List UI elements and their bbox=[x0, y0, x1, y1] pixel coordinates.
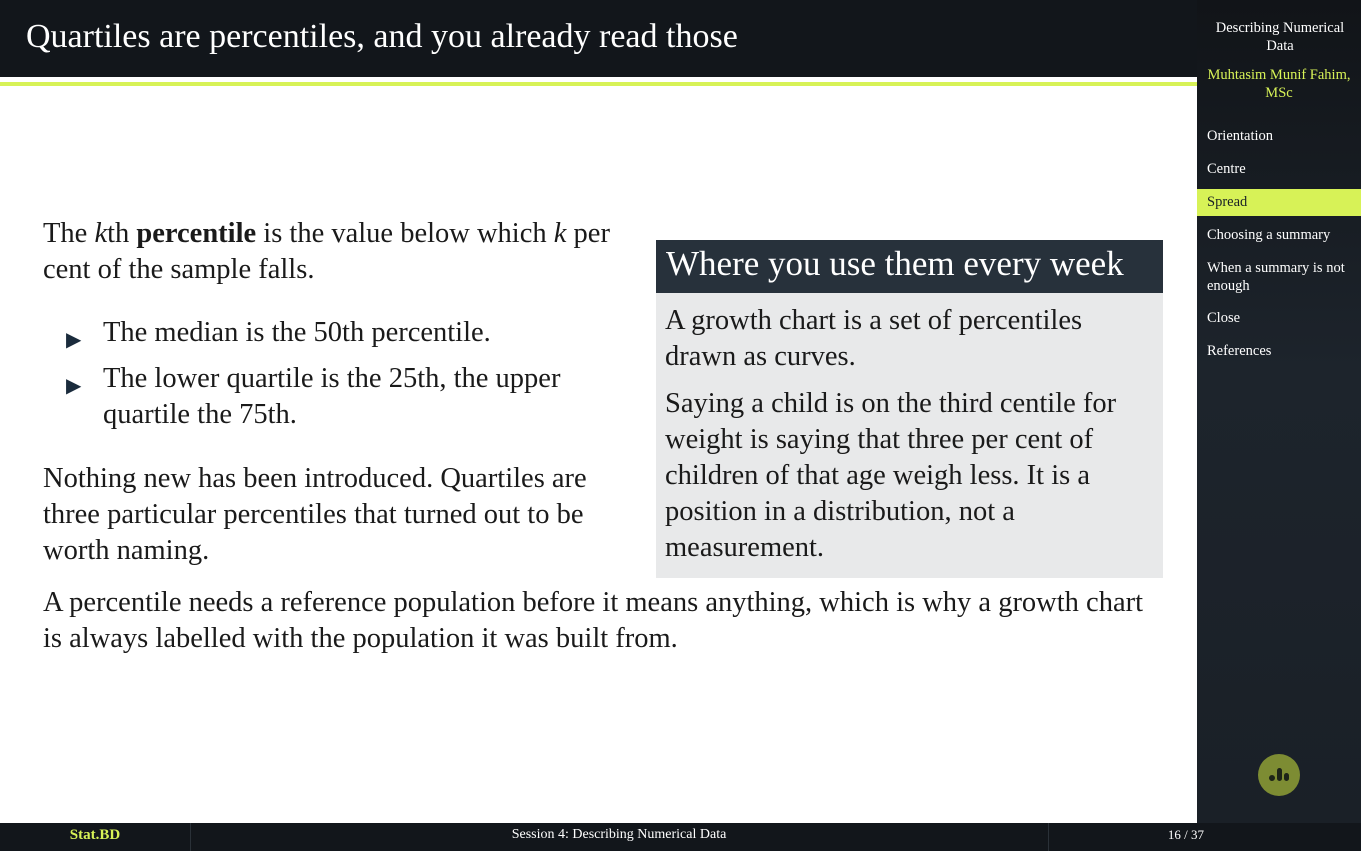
slide-title: Quartiles are percentiles, and you already read those bbox=[26, 18, 738, 55]
triangle-bullet-icon: ▶ bbox=[66, 375, 82, 397]
k-variable: k bbox=[553, 218, 567, 249]
k-variable: k bbox=[94, 218, 108, 249]
slide-header bbox=[0, 0, 1197, 77]
quartiles-paragraph: Nothing new has been introduced. Quartiles are three particular percentiles that turned out to be worth naming. bbox=[43, 463, 587, 566]
block-body bbox=[656, 293, 1163, 578]
sidebar-item-choosing-a-summary[interactable]: Choosing a summary bbox=[1207, 227, 1331, 243]
percentile-term: percentile bbox=[136, 218, 257, 249]
block-title: Where you use them every week bbox=[656, 240, 1163, 293]
bar-chart-icon bbox=[1258, 754, 1300, 796]
bullet-list bbox=[66, 315, 626, 443]
sidebar-item-references[interactable]: References bbox=[1207, 343, 1272, 359]
bullet-text: The median is the 50th percentile. bbox=[103, 317, 491, 348]
sidebar-presentation-title: Describing Numerical Data bbox=[1215, 20, 1345, 54]
reference-population-paragraph: A percentile needs a reference population before it means anything, which is why a growth chart is always labelled with the population it was built from. bbox=[43, 587, 1144, 654]
bar-chart-glyph bbox=[1258, 754, 1300, 796]
block-paragraph: Saying a child is on the third centile for weight is saying that three per cent of children of that age weigh less. It is a position in a distribution, not a measurement. bbox=[665, 388, 1117, 563]
text: is the value below which bbox=[256, 218, 554, 249]
text: The bbox=[43, 218, 95, 249]
accent-divider bbox=[0, 82, 1197, 86]
sidebar-item-when-a-summary-is-not-enough[interactable]: When a summary is not enough bbox=[1207, 260, 1345, 294]
example-block bbox=[656, 240, 1163, 578]
footer-page-number: 16 / 37 bbox=[1048, 823, 1204, 851]
sidebar-item-close[interactable]: Close bbox=[1207, 310, 1241, 326]
sidebar-author: Muhtasim Munif Fahim, MSc bbox=[1207, 67, 1351, 101]
list-item bbox=[66, 315, 626, 351]
bullet-text: The lower quartile is the 25th, the upper quartile the 75th. bbox=[103, 363, 561, 430]
footer bbox=[0, 823, 1361, 851]
sidebar-item-spread[interactable]: Spread bbox=[1197, 189, 1361, 216]
sidebar bbox=[1197, 0, 1361, 823]
block-paragraph: A growth chart is a set of percentiles drawn as curves. bbox=[665, 305, 1083, 372]
footer-brand: Stat.BD bbox=[0, 823, 191, 851]
sidebar-item-centre[interactable]: Centre bbox=[1207, 161, 1246, 177]
footer-session-title: Session 4: Describing Numerical Data bbox=[511, 827, 727, 842]
list-item bbox=[66, 361, 626, 433]
percentile-definition bbox=[43, 216, 633, 288]
text: per cent of the sample falls. bbox=[43, 218, 610, 285]
text: th bbox=[107, 218, 137, 249]
triangle-bullet-icon: ▶ bbox=[66, 329, 82, 351]
sidebar-item-orientation[interactable]: Orientation bbox=[1207, 128, 1274, 144]
